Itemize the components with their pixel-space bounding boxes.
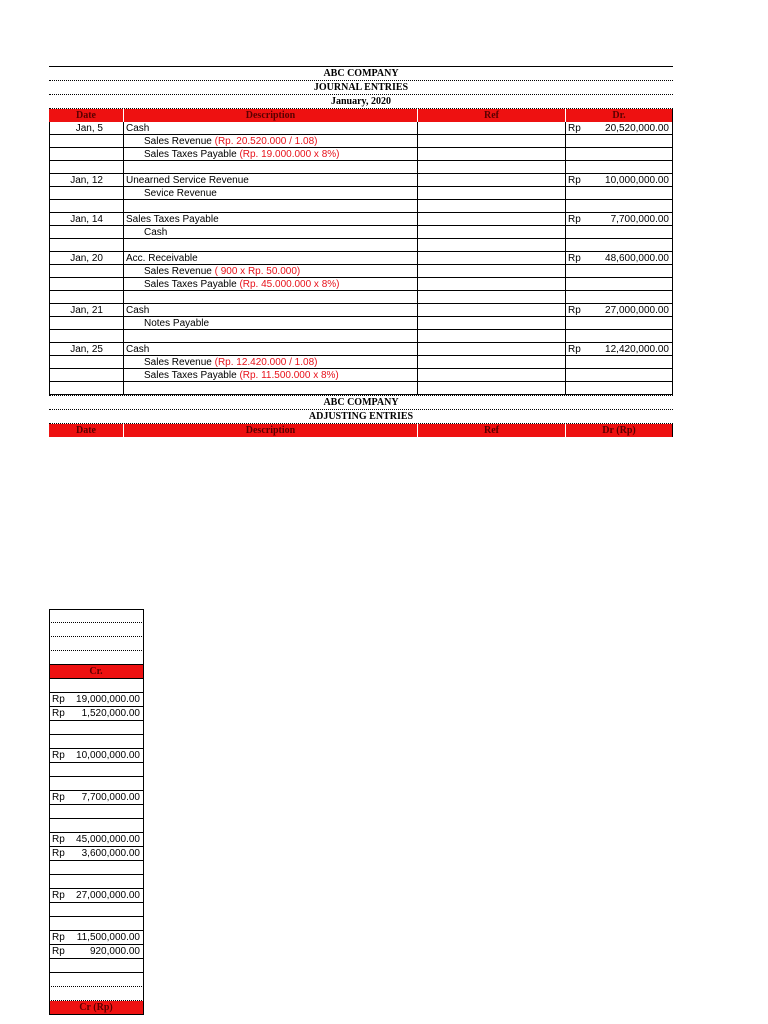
row-description bbox=[123, 382, 417, 395]
row-debit bbox=[565, 291, 673, 304]
credit-column bbox=[49, 609, 144, 1015]
row-date bbox=[49, 278, 123, 291]
row-debit bbox=[565, 187, 673, 200]
row-description bbox=[123, 330, 417, 343]
cr-row bbox=[49, 679, 144, 693]
cr-spacer bbox=[49, 987, 144, 1001]
journal-row bbox=[49, 187, 673, 200]
row-debit-currency: Rp bbox=[568, 123, 581, 134]
row-date bbox=[49, 239, 123, 252]
journal-row bbox=[49, 265, 673, 278]
row-description bbox=[123, 187, 417, 200]
cr-currency: Rp bbox=[52, 694, 65, 705]
journal-row bbox=[49, 304, 673, 317]
cr-row bbox=[49, 707, 144, 721]
row-description bbox=[123, 343, 417, 356]
row-debit-amount: 12,420,000.00 bbox=[605, 344, 669, 355]
cr-amount: 10,000,000.00 bbox=[76, 750, 140, 761]
cr-row bbox=[49, 959, 144, 973]
cr-row bbox=[49, 931, 144, 945]
row-ref bbox=[417, 369, 565, 382]
adj-header-description: Description bbox=[123, 424, 417, 437]
cr-row bbox=[49, 833, 144, 847]
row-ref bbox=[417, 187, 565, 200]
cr-adjusting-header: Cr (Rp) bbox=[49, 1001, 144, 1015]
row-debit bbox=[565, 317, 673, 330]
row-description bbox=[123, 278, 417, 291]
row-date bbox=[49, 226, 123, 239]
journal-row bbox=[49, 278, 673, 291]
header-date: Date bbox=[49, 109, 123, 122]
row-calculation-note: (Rp. 19.000.000 x 8%) bbox=[239, 149, 340, 160]
row-ref bbox=[417, 356, 565, 369]
row-account: Cash bbox=[126, 123, 150, 134]
cr-spacer bbox=[49, 973, 144, 987]
row-description bbox=[123, 304, 417, 317]
cr-spacer bbox=[49, 623, 144, 637]
company-name: ABC COMPANY bbox=[49, 66, 673, 81]
row-ref bbox=[417, 343, 565, 356]
journal-row bbox=[49, 135, 673, 148]
header-ref: Ref bbox=[417, 109, 565, 122]
cr-row bbox=[49, 777, 144, 791]
cr-amount: 920,000.00 bbox=[89, 946, 140, 957]
row-description bbox=[123, 239, 417, 252]
cr-row bbox=[49, 819, 144, 833]
row-ref bbox=[417, 174, 565, 187]
cr-amount: 11,500,000.00 bbox=[76, 932, 140, 943]
journal-row bbox=[49, 226, 673, 239]
cr-row bbox=[49, 917, 144, 931]
row-description bbox=[123, 252, 417, 265]
row-account: Sevice Revenue bbox=[144, 188, 217, 199]
journal-row bbox=[49, 161, 673, 174]
cr-row bbox=[49, 693, 144, 707]
cr-spacer bbox=[49, 609, 144, 623]
cr-row bbox=[49, 875, 144, 889]
journal-row bbox=[49, 317, 673, 330]
row-date bbox=[49, 161, 123, 174]
cr-spacer bbox=[49, 637, 144, 651]
row-date bbox=[49, 356, 123, 369]
row-debit-amount: 7,700,000.00 bbox=[610, 214, 669, 225]
row-account: Sales Taxes Payable bbox=[144, 149, 240, 160]
row-debit bbox=[565, 382, 673, 395]
row-date bbox=[49, 291, 123, 304]
row-debit-currency: Rp bbox=[568, 253, 581, 264]
cr-row bbox=[49, 847, 144, 861]
row-debit bbox=[565, 343, 673, 356]
row-date bbox=[49, 200, 123, 213]
journal-row bbox=[49, 213, 673, 226]
cr-currency: Rp bbox=[52, 890, 65, 901]
row-ref bbox=[417, 278, 565, 291]
row-date: Jan, 25 bbox=[49, 343, 123, 356]
row-debit-currency: Rp bbox=[568, 305, 581, 316]
row-calculation-note: (Rp. 11.500.000 x 8%) bbox=[239, 370, 339, 381]
row-debit-currency: Rp bbox=[568, 344, 581, 355]
row-date bbox=[49, 369, 123, 382]
row-debit-amount: 10,000,000.00 bbox=[605, 175, 669, 186]
journal-row bbox=[49, 356, 673, 369]
row-ref bbox=[417, 135, 565, 148]
row-date bbox=[49, 382, 123, 395]
row-description bbox=[123, 356, 417, 369]
journal-row bbox=[49, 200, 673, 213]
row-ref bbox=[417, 304, 565, 317]
row-ref bbox=[417, 161, 565, 174]
row-description bbox=[123, 148, 417, 161]
journal-row bbox=[49, 330, 673, 343]
cr-spacer bbox=[49, 651, 144, 665]
cr-amount: 7,700,000.00 bbox=[81, 792, 140, 803]
row-description bbox=[123, 317, 417, 330]
journal-body bbox=[49, 122, 673, 395]
row-description bbox=[123, 161, 417, 174]
journal-row bbox=[49, 122, 673, 135]
header-dr: Dr. bbox=[565, 109, 673, 122]
cr-row bbox=[49, 791, 144, 805]
adjusting-title: ADJUSTING ENTRIES bbox=[49, 410, 673, 424]
cr-row bbox=[49, 861, 144, 875]
cr-currency: Rp bbox=[52, 848, 65, 859]
cr-currency: Rp bbox=[52, 946, 65, 957]
row-account: Cash bbox=[144, 227, 168, 238]
row-debit bbox=[565, 239, 673, 252]
row-date: Jan, 20 bbox=[49, 252, 123, 265]
row-debit-amount: 27,000,000.00 bbox=[605, 305, 669, 316]
row-date: Jan, 21 bbox=[49, 304, 123, 317]
cr-currency: Rp bbox=[52, 834, 65, 845]
row-calculation-note: (Rp. 12.420.000 / 1.08) bbox=[214, 357, 318, 368]
cr-currency: Rp bbox=[52, 750, 65, 761]
cr-amount: 1,520,000.00 bbox=[81, 708, 140, 719]
row-calculation-note: (Rp. 20.520.000 / 1.08) bbox=[214, 136, 318, 147]
journal-row bbox=[49, 148, 673, 161]
row-date bbox=[49, 148, 123, 161]
cr-row bbox=[49, 749, 144, 763]
row-date: Jan, 5 bbox=[49, 122, 123, 135]
row-ref bbox=[417, 382, 565, 395]
row-account: Cash bbox=[126, 305, 150, 316]
row-ref bbox=[417, 252, 565, 265]
cr-amount: 27,000,000.00 bbox=[76, 890, 140, 901]
row-debit bbox=[565, 252, 673, 265]
row-debit bbox=[565, 174, 673, 187]
row-ref bbox=[417, 148, 565, 161]
row-debit-currency: Rp bbox=[568, 214, 581, 225]
row-description bbox=[123, 265, 417, 278]
adj-header-date: Date bbox=[49, 424, 123, 437]
row-account: Sales Revenue bbox=[144, 136, 215, 147]
row-debit bbox=[565, 122, 673, 135]
cr-currency: Rp bbox=[52, 792, 65, 803]
row-ref bbox=[417, 291, 565, 304]
row-account: Notes Payable bbox=[144, 318, 210, 329]
row-debit bbox=[565, 200, 673, 213]
cr-row bbox=[49, 721, 144, 735]
row-ref bbox=[417, 200, 565, 213]
row-description bbox=[123, 226, 417, 239]
adjusting-header-row bbox=[49, 424, 673, 437]
row-date bbox=[49, 330, 123, 343]
cr-row bbox=[49, 889, 144, 903]
row-debit bbox=[565, 161, 673, 174]
row-ref bbox=[417, 226, 565, 239]
row-debit bbox=[565, 330, 673, 343]
cr-amount: 45,000,000.00 bbox=[76, 834, 140, 845]
row-debit bbox=[565, 135, 673, 148]
row-ref bbox=[417, 239, 565, 252]
cr-row bbox=[49, 945, 144, 959]
row-account: Sales Revenue bbox=[144, 357, 215, 368]
row-description bbox=[123, 174, 417, 187]
row-debit-amount: 48,600,000.00 bbox=[605, 253, 669, 264]
journal-row bbox=[49, 174, 673, 187]
row-account: Acc. Receivable bbox=[126, 253, 198, 264]
cr-row bbox=[49, 903, 144, 917]
row-description bbox=[123, 135, 417, 148]
cr-amount: 19,000,000.00 bbox=[76, 694, 140, 705]
journal-period: January, 2020 bbox=[49, 95, 673, 109]
row-date bbox=[49, 317, 123, 330]
row-account: Sales Taxes Payable bbox=[144, 370, 240, 381]
row-description bbox=[123, 200, 417, 213]
row-calculation-note: (Rp. 45.000.000 x 8%) bbox=[239, 279, 340, 290]
row-debit bbox=[565, 356, 673, 369]
row-date: Jan, 14 bbox=[49, 213, 123, 226]
cr-body bbox=[49, 679, 144, 973]
cr-header: Cr. bbox=[49, 665, 144, 679]
row-description bbox=[123, 213, 417, 226]
row-description bbox=[123, 122, 417, 135]
row-date bbox=[49, 135, 123, 148]
cr-row bbox=[49, 735, 144, 749]
journal-row bbox=[49, 291, 673, 304]
row-ref bbox=[417, 122, 565, 135]
row-debit bbox=[565, 278, 673, 291]
journal-row bbox=[49, 369, 673, 382]
row-debit bbox=[565, 213, 673, 226]
journal-row bbox=[49, 382, 673, 395]
journal-title: JOURNAL ENTRIES bbox=[49, 81, 673, 95]
row-debit bbox=[565, 369, 673, 382]
row-account: Sales Taxes Payable bbox=[144, 279, 240, 290]
row-description bbox=[123, 291, 417, 304]
row-date bbox=[49, 187, 123, 200]
header-description: Description bbox=[123, 109, 417, 122]
row-debit bbox=[565, 148, 673, 161]
cr-currency: Rp bbox=[52, 932, 65, 943]
row-account: Cash bbox=[126, 344, 150, 355]
row-ref bbox=[417, 213, 565, 226]
row-ref bbox=[417, 330, 565, 343]
adjusting-company-name: ABC COMPANY bbox=[49, 395, 673, 410]
row-account: Sales Revenue bbox=[144, 266, 215, 277]
row-debit bbox=[565, 304, 673, 317]
row-debit bbox=[565, 265, 673, 278]
journal-row bbox=[49, 343, 673, 356]
cr-currency: Rp bbox=[52, 708, 65, 719]
row-debit-currency: Rp bbox=[568, 175, 581, 186]
row-debit-amount: 20,520,000.00 bbox=[605, 123, 669, 134]
cr-row bbox=[49, 805, 144, 819]
row-ref bbox=[417, 317, 565, 330]
row-description bbox=[123, 369, 417, 382]
row-calculation-note: ( 900 x Rp. 50.000) bbox=[214, 266, 301, 277]
cr-amount: 3,600,000.00 bbox=[81, 848, 140, 859]
row-debit bbox=[565, 226, 673, 239]
cr-row bbox=[49, 763, 144, 777]
row-ref bbox=[417, 265, 565, 278]
row-date: Jan, 12 bbox=[49, 174, 123, 187]
journal-row bbox=[49, 239, 673, 252]
row-account: Unearned Service Revenue bbox=[126, 175, 249, 186]
row-account: Sales Taxes Payable bbox=[126, 214, 219, 225]
adj-header-ref: Ref bbox=[417, 424, 565, 437]
row-date bbox=[49, 265, 123, 278]
journal-row bbox=[49, 252, 673, 265]
adj-header-dr: Dr (Rp) bbox=[565, 424, 673, 437]
journal-header-row bbox=[49, 109, 673, 122]
journal-sheet bbox=[49, 66, 673, 437]
